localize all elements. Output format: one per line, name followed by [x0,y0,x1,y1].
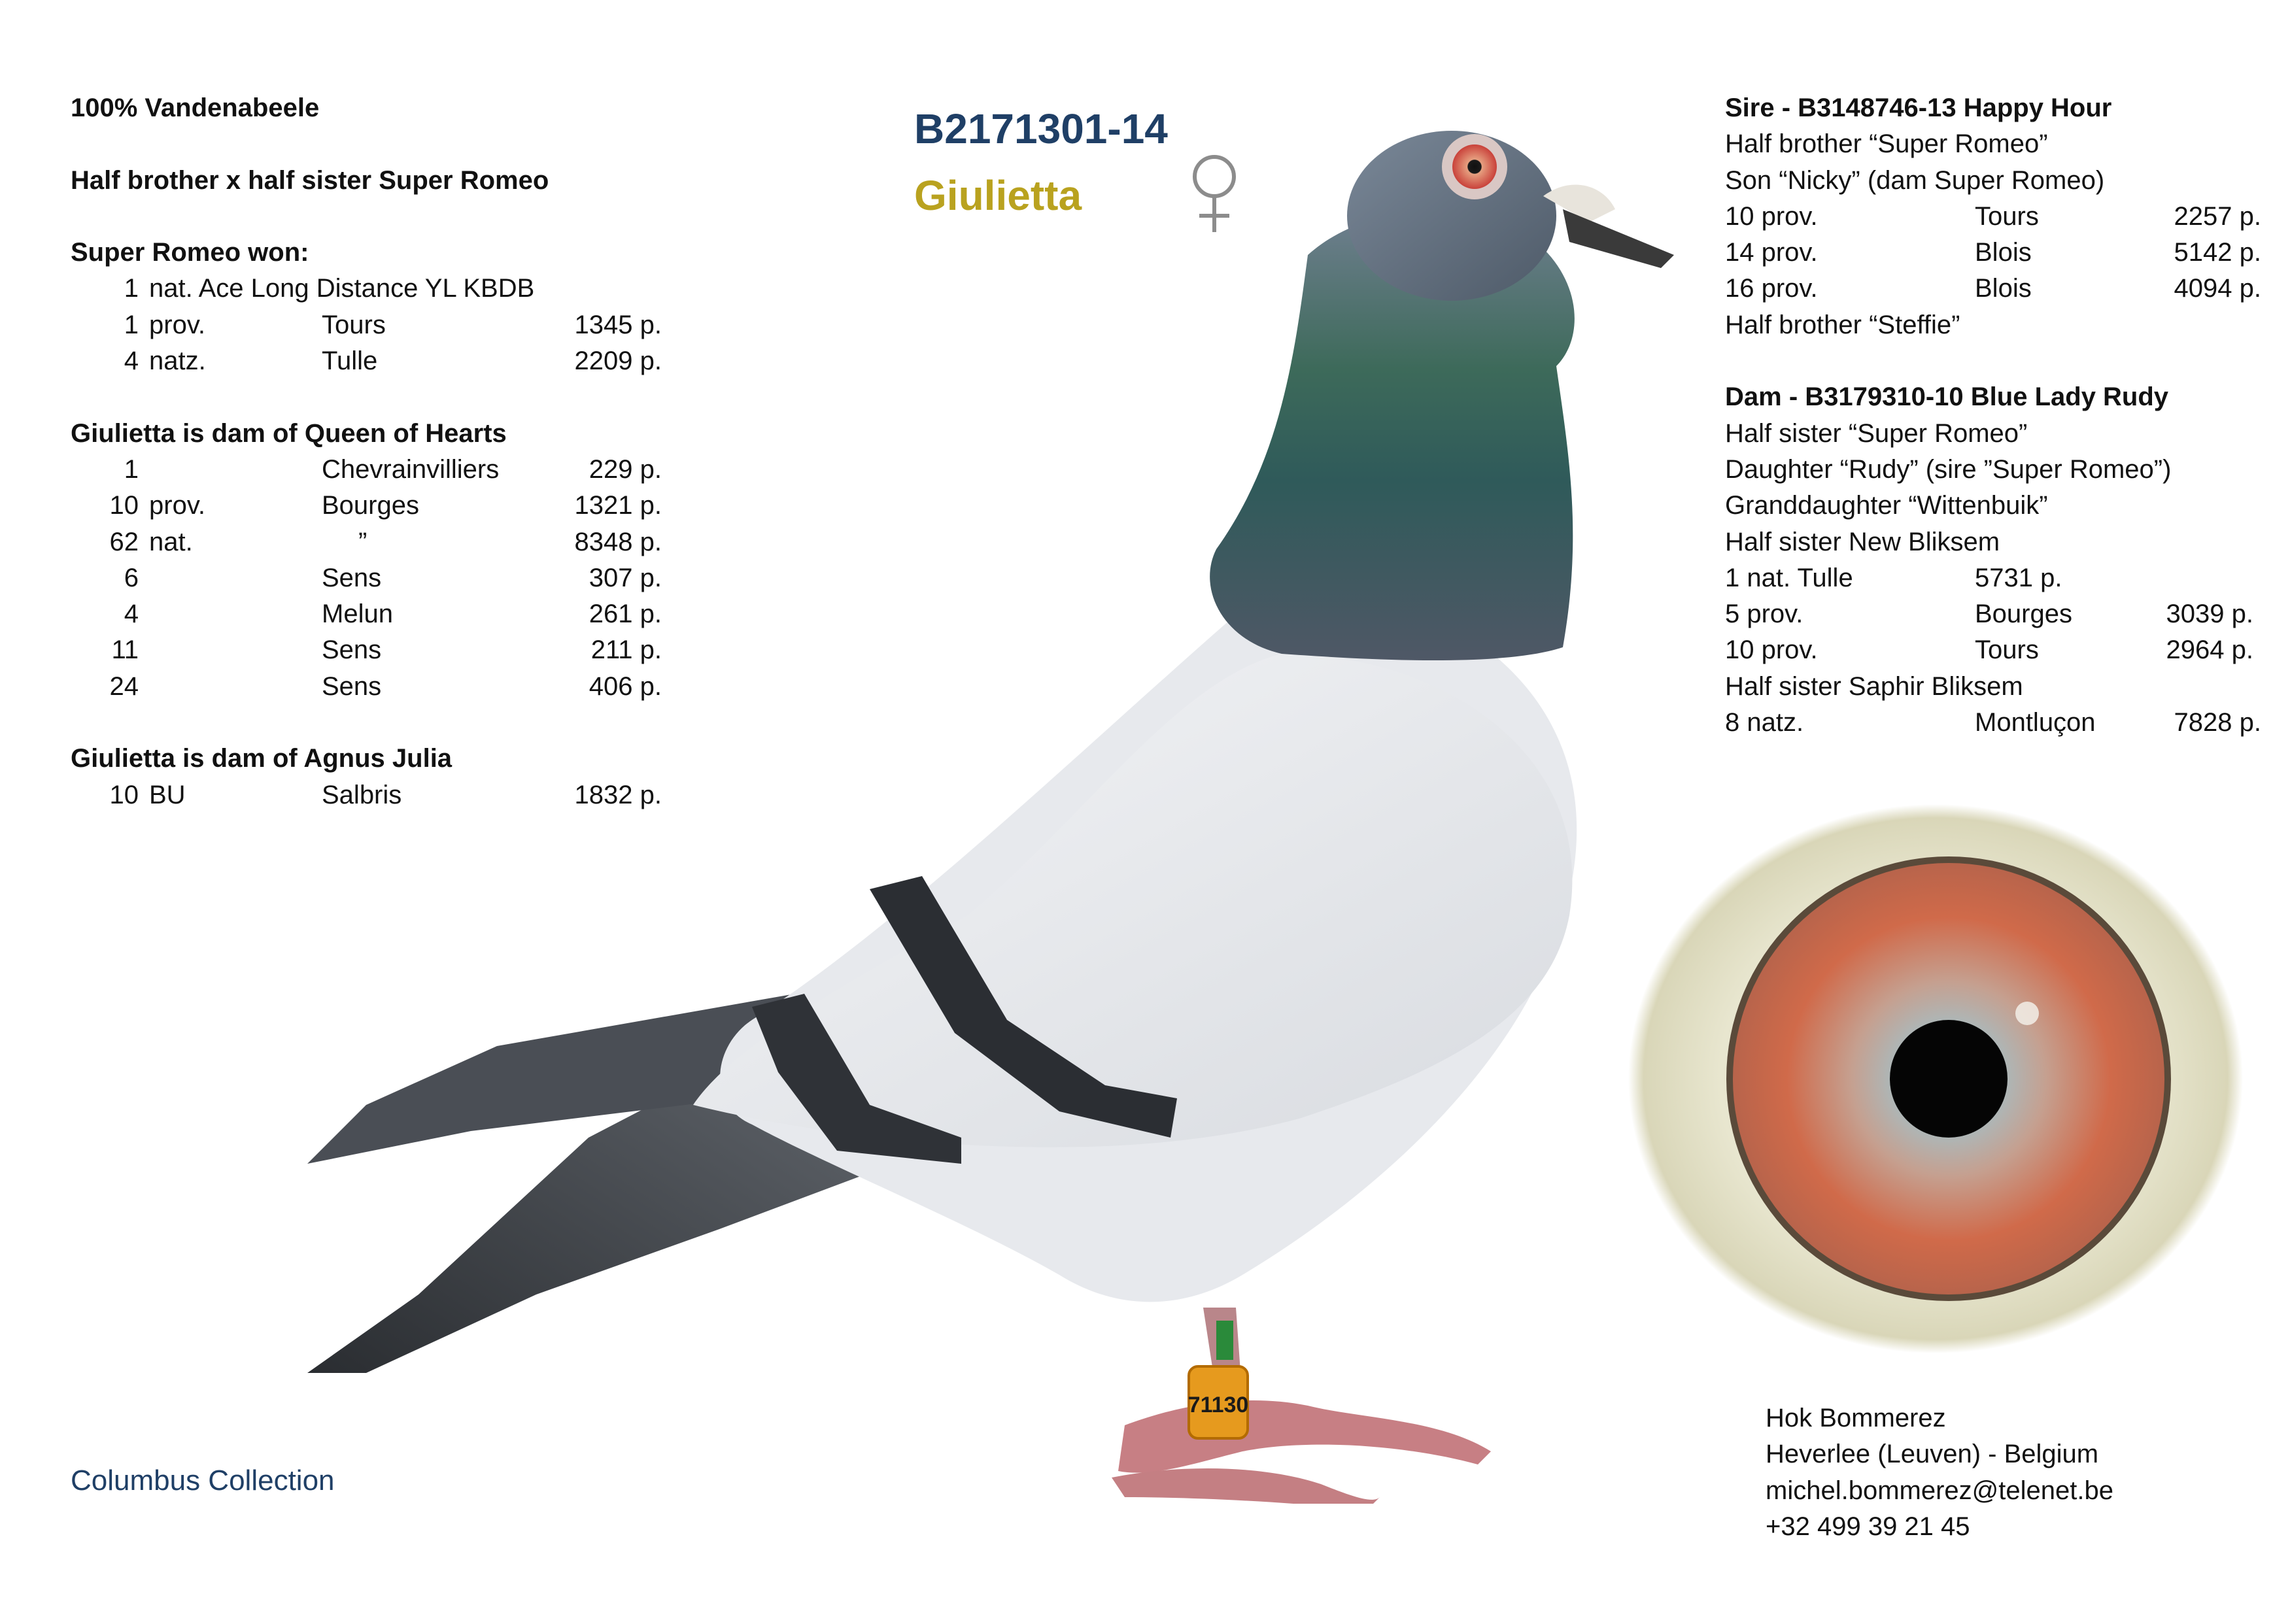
result-row: 10 prov. Tours 2964 p. [1725,635,2253,665]
result-row: 10 prov. Bourges 1321 p. [109,491,662,520]
ring-band-text: 71130 [1188,1393,1249,1417]
sire-heading: Sire - B3148746-13 Happy Hour [1725,93,2112,122]
result-row: 1 nat. Ace Long Distance YL KBDB [124,274,535,303]
result-row: 14 prov. Blois 5142 p. [1725,238,2261,267]
phone-number[interactable]: +32 499 39 21 45 [1766,1512,1970,1541]
contact-block [1766,1400,2263,1545]
result-row: 4 natz. Tulle 2209 p. [124,347,662,376]
super-romeo-heading: Super Romeo won: [71,238,309,267]
dam-line: Half sister New Bliksem [1725,527,2000,556]
right-column [1725,90,2261,741]
collection-label: Columbus Collection [71,1464,335,1497]
eye-photo [1609,771,2256,1360]
dam-line: Half sister Saphir Bliksem [1725,671,2023,701]
result-row: 62 nat. ” 8348 p. [109,527,662,556]
result-row: 4 Melun 261 p. [124,600,662,629]
sire-line: Half brother “Steffie” [1725,310,1960,339]
result-row: 24 Sens 406 p. [109,671,662,701]
email-address[interactable]: michel.bommerez@telenet.be [1766,1476,2113,1505]
left-column [71,90,672,813]
queen-of-hearts-heading: Giulietta is dam of Queen of Hearts [71,418,507,448]
loft-name: Hok Bommerez [1766,1404,1946,1432]
result-row: 16 prov. Blois 4094 p. [1725,274,2261,303]
result-row: 8 natz. Montluçon 7828 p. [1725,708,2261,737]
result-row: 1 prov. Tours 1345 p. [124,310,662,339]
sire-line: Son “Nicky” (dam Super Romeo) [1725,165,2105,195]
pigeon-name: Giulietta [914,172,1082,219]
ring-number: B2171301-14 [914,105,1168,152]
pedigree-note: Half brother x half sister Super Romeo [71,165,549,195]
loft-location: Heverlee (Leuven) - Belgium [1766,1440,2099,1469]
result-row: 11 Sens 211 p. [111,635,662,665]
result-row: 1 nat. Tulle 5731 p. [1725,563,2062,592]
dam-line: Half sister “Super Romeo” [1725,418,2028,448]
sire-line: Half brother “Super Romeo” [1725,129,2048,159]
female-symbol-icon [1185,150,1244,235]
result-row: 1 Chevrainvilliers 229 p. [124,454,662,484]
result-row: 10 BU Salbris 1832 p. [109,780,662,809]
origin-text: 100% Vandenabeele [71,93,320,122]
result-row: 10 prov. Tours 2257 p. [1725,201,2261,231]
dam-line: Daughter “Rudy” (sire ”Super Romeo”) [1725,454,2172,484]
result-row: 6 Sens 307 p. [124,563,662,592]
agnus-julia-heading: Giulietta is dam of Agnus Julia [71,744,453,773]
dam-heading: Dam - B3179310-10 Blue Lady Rudy [1725,382,2169,412]
result-row: 5 prov. Bourges 3039 p. [1725,600,2253,629]
dam-line: Granddaughter “Wittenbuik” [1725,491,2048,520]
